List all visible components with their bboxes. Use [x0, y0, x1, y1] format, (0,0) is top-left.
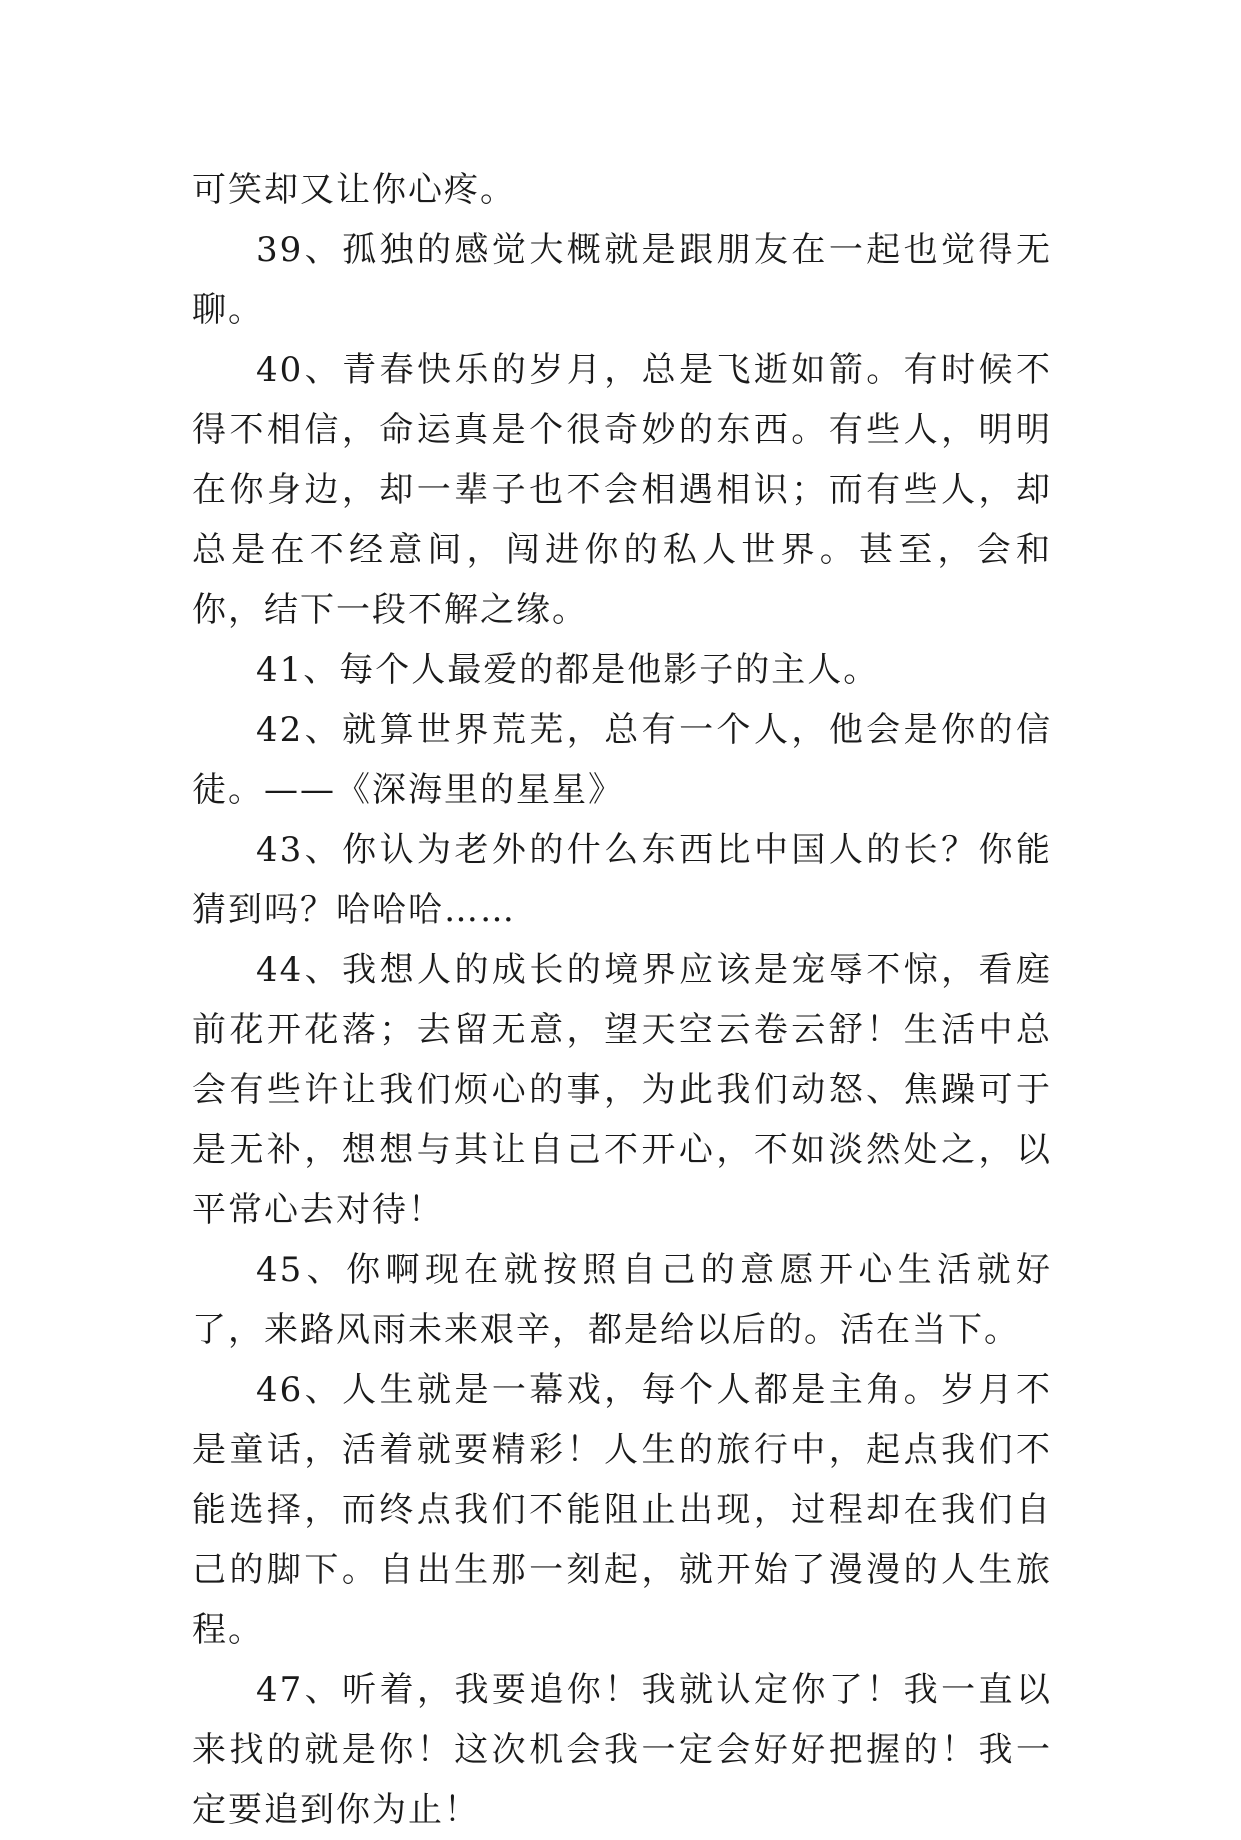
paragraph-item-46: 46、人生就是一幕戏，每个人都是主角。岁月不是童话，活着就要精彩！人生的旅行中，起点我们不能选择，而终点我们不能阻止出现，过程却在我们自己的脚下。自出生那一刻起，就开始了漫漫的人生旅程。 [192, 1370, 1052, 1650]
document-body [192, 160, 1052, 1840]
paragraph-item-42: 42、就算世界荒芜，总有一个人，他会是你的信徒。——《深海里的星星》 [192, 710, 1052, 810]
paragraph-item-41: 41、每个人最爱的都是他影子的主人。 [256, 650, 880, 690]
paragraph-item-44: 44、我想人的成长的境界应该是宠辱不惊，看庭前花开花落；去留无意，望天空云卷云舒！生活中总会有些许让我们烦心的事，为此我们动怒、焦躁可于是无补，想想与其让自己不开心，不如淡然处之，以平常心去对待！ [192, 950, 1052, 1230]
paragraph-item-45: 45、你啊现在就按照自己的意愿开心生活就好了，来路风雨未来艰辛，都是给以后的。活在当下。 [192, 1250, 1052, 1350]
paragraph-item-39: 39、孤独的感觉大概就是跟朋友在一起也觉得无聊。 [192, 230, 1052, 330]
paragraph-continuation: 可笑却又让你心疼。 [192, 170, 516, 210]
paragraph-item-43: 43、你认为老外的什么东西比中国人的长？你能猜到吗？哈哈哈…… [192, 830, 1052, 930]
paragraph-item-47: 47、听着，我要追你！我就认定你了！我一直以来找的就是你！这次机会我一定会好好把握的！我一定要追到你为止！ [192, 1670, 1052, 1830]
paragraph-item-40: 40、青春快乐的岁月，总是飞逝如箭。有时候不得不相信，命运真是个很奇妙的东西。有些人，明明在你身边，却一辈子也不会相遇相识；而有些人，却总是在不经意间，闯进你的私人世界。甚至，会和你，结下一段不解之缘。 [192, 350, 1052, 630]
